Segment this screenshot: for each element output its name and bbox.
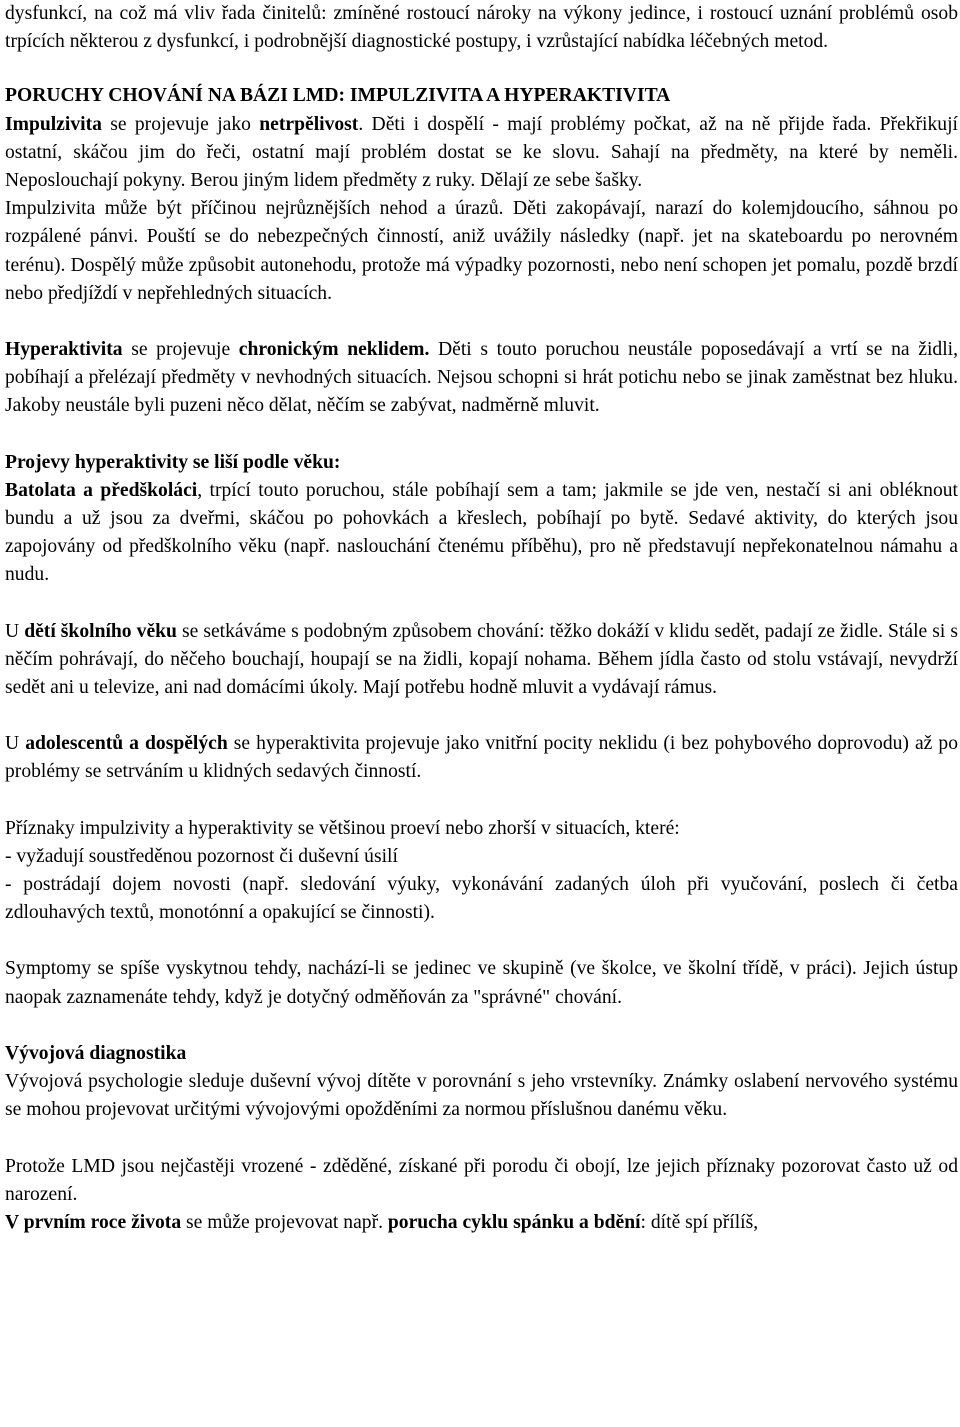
text-fragment: se může projevovat např.: [181, 1211, 388, 1233]
text-fragment: se hyperaktivita projevuje jako vnitřní pocity neklidu (i bez pohybového doprovodu) až po problémy se setrváním u klidných sedavých činností.: [5, 733, 958, 783]
text-fragment: se projevuje: [122, 339, 239, 361]
term-adolescents-adults: adolescentů a dospělých: [25, 733, 228, 755]
list-item: - postrádají dojem novosti (např. sledování výuky, vykonávání zadaných úloh při vyučování, poslech či četba zdlouhavých textů, monotónní a opakující se činnosti).: [5, 874, 958, 924]
symptoms-paragraph: Symptomy se spíše vyskytnou tehdy, nachází-li se jedinec ve skupině (ve školce, ve školní třídě, v práci). Jejich ústup naopak zaznamenáte tehdy, když je dotyčný odměňován za "správné" chování.: [5, 958, 958, 1008]
text-fragment: : dítě spí přílíš,: [640, 1211, 759, 1233]
hyperactivity-paragraph: [5, 336, 958, 421]
document-page: [5, 0, 958, 1237]
toddlers-paragraph: [5, 477, 958, 590]
term-hyperactivity: Hyperaktivita: [5, 339, 123, 361]
school-age-paragraph: [5, 618, 958, 703]
section-heading-diagnostics: Vývojová diagnostika: [5, 1042, 187, 1064]
term-sleep-cycle: porucha cyklu spánku a bdění: [387, 1211, 641, 1233]
adults-paragraph: [5, 730, 958, 786]
section-heading-impulsivity: PORUCHY CHOVÁNÍ NA BÁZI LMD: IMPULZIVITA A HYPERAKTIVITA: [5, 85, 671, 107]
list-item: - vyžadují soustředěnou pozornost či duševní úsilí: [5, 845, 398, 867]
term-toddlers: Batolata a předškoláci: [5, 479, 198, 501]
term-first-year: V prvním roce života: [5, 1211, 182, 1233]
term-impatience: netrpělivost: [259, 113, 359, 135]
text-fragment: , trpící touto poruchou, stále pobíhají sem a tam; jakmile se jde ven, nestačí si ani obléknout bundu a už jsou za dveřmi, skáčou po pohovkách a křeslech, pobíhají po bytě. Sedavé aktivity, do kterých jsou zapojovány od předškolního věku (např. naslouchání čtenému příběhu), pro ně představují nepřekonatelnou námahu a nudu.: [5, 479, 958, 586]
diagnostics-paragraph: Vývojová psychologie sleduje duševní vývoj dítěte v porovnání s jeho vrstevníky. Známky oslabení nervového systému se mohou projevovat určitými vývojovými opožděními za normou příslušnou danému věku.: [5, 1071, 958, 1121]
impulsivity-paragraph-1: [5, 111, 958, 196]
first-year-paragraph: [5, 1209, 958, 1237]
term-school-age: dětí školního věku: [24, 620, 177, 642]
worse-situations-paragraph: [5, 815, 958, 928]
text-fragment: se setkáváme s podobným způsobem chování: těžko dokáží v klidu sedět, padají ze židle. Stále si s něčím pohrávají, do něčeho bouchají, houpají se na židli, kopají nohama. Během jídla často od stolu vstávají, nevydrží sedět ani u televize, ani nad domácími úkoly. Mají potřebu hodně mluvit a vydávají rámus.: [5, 620, 958, 699]
section-heading-age: Projevy hyperaktivity se liší podle věku:: [5, 451, 341, 473]
text-fragment: se projevuje jako: [101, 113, 260, 135]
intro-paragraph: dysfunkcí, na což má vliv řada činitelů: zmíněné rostoucí nároky na výkony jedince, i rostoucí uznání problémů osob trpících některou z dysfunkcí, i podrobnější diagnostické postupy, i vzrůstající nabídka léčebných metod.: [5, 3, 958, 53]
lmd-paragraph: Protože LMD jsou nejčastěji vrozené - zděděné, získané při porodu či obojí, lze jejich příznaky pozorovat často už od narození.: [5, 1155, 958, 1205]
text-fragment: U: [5, 620, 25, 642]
worse-situations-intro: Příznaky impulzivity a hyperaktivity se většinou proeví nebo zhorší v situacích, které:: [5, 817, 680, 839]
text-fragment: U: [5, 733, 26, 755]
impulsivity-paragraph-2: Impulzivita může být příčinou nejrůznějších nehod a úrazů. Děti zakopávají, narazí do kolemjdoucího, sáhnou po rozpálené pánvi. Pouští se do nebezpečných činností, aniž uvážily následky (např. jet na skateboardu po nerovném terénu). Dospělý může způsobit autonehodu, protože má výpadky pozornosti, nebo není schopen jet pomalu, pozdě brzdí nebo předjíždí v nepřehledných situacích.: [5, 198, 958, 304]
text-fragment: . Děti i dospělí - mají problémy počkat, až na ně přijde řada. Překřikují ostatní, skáčou jim do řeči, ostatní mají problém dostat se ke slovu. Sahají na předměty, na které by neměli. Neposlouchají pokyny. Berou jiným lidem předměty z ruky. Dělají ze sebe šašky.: [5, 113, 958, 192]
term-impulsivity: Impulzivita: [5, 113, 102, 135]
text-fragment: Děti s touto poruchou neustále poposedávají a vrtí se na židli, pobíhají a přelézají předměty v nevhodných situacích. Nejsou schopni si hrát potichu nebo se jinak zaměstnat bez hluku. Jakoby neustále byli puzeni něco dělat, něčím se zabývat, nadměrně mluvit.: [5, 339, 958, 417]
term-chronic-restlessness: chronickým neklidem.: [238, 339, 430, 361]
